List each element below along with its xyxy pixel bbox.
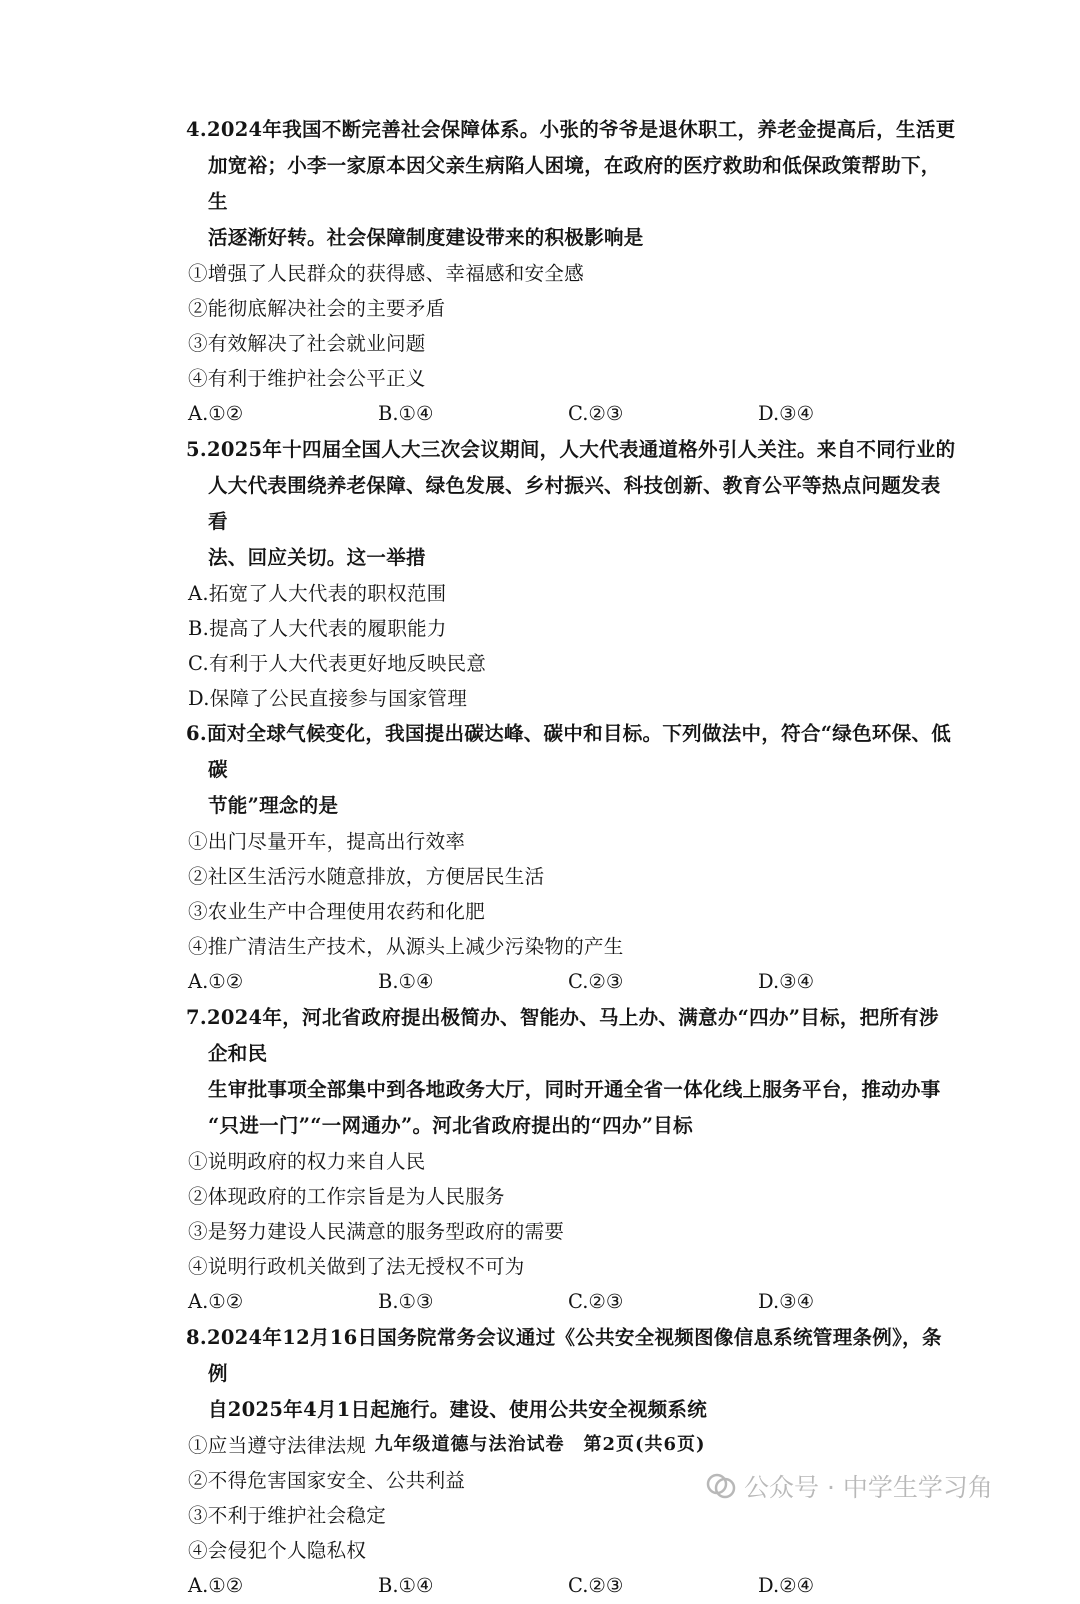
question-option: ①增强了人民群众的获得感、幸福感和安全感	[188, 262, 585, 285]
question-option: ②体现政府的工作宗旨是为人民服务	[188, 1185, 505, 1208]
answer-choice: B.①④	[378, 402, 434, 425]
question-option: ④说明行政机关做到了法无授权不可为	[188, 1255, 525, 1278]
stem-line: 7.2024年，河北省政府提出极简办、智能办、马上办、满意办“四办”目标，把所有涉企和民	[186, 1006, 939, 1065]
question-list	[186, 112, 956, 1604]
question-stem	[186, 432, 956, 576]
question-6	[186, 716, 956, 1000]
answer-choice: C.②③	[568, 1290, 624, 1313]
question-option: ②能彻底解决社会的主要矛盾	[188, 297, 446, 320]
stem-line: “只进一门”“一网通办”。河北省政府提出的“四办”目标	[208, 1114, 693, 1137]
answer-choices	[188, 964, 956, 1000]
answer-choice: B.①③	[378, 1290, 434, 1313]
question-8	[186, 1320, 956, 1604]
answer-choice: A.①②	[188, 970, 244, 993]
question-stem	[186, 716, 956, 824]
answer-choice: B.①④	[378, 1574, 434, 1597]
stem-line: 节能”理念的是	[208, 794, 339, 817]
question-option: C.有利于人大代表更好地反映民意	[188, 652, 487, 675]
answer-choice: D.③④	[758, 970, 815, 993]
question-option: ③有效解决了社会就业问题	[188, 332, 426, 355]
watermark-text: 公众号 · 中学生学习角	[744, 1473, 993, 1502]
answer-choice: B.①④	[378, 970, 434, 993]
stem-line: 生审批事项全部集中到各地政务大厅，同时开通全省一体化线上服务平台，推动办事	[208, 1078, 941, 1101]
question-5	[186, 432, 956, 716]
question-option: ④推广清洁生产技术，从源头上减少污染物的产生	[188, 935, 624, 958]
question-option: ③农业生产中合理使用农药和化肥	[188, 900, 486, 923]
question-stem	[186, 1000, 956, 1144]
answer-choice: A.①②	[188, 402, 244, 425]
question-7	[186, 1000, 956, 1320]
question-option: ③不利于维护社会稳定	[188, 1504, 387, 1527]
question-option: ①说明政府的权力来自人民	[188, 1150, 426, 1173]
answer-choice: D.②④	[758, 1574, 815, 1597]
question-option: B.提高了人大代表的履职能力	[188, 617, 447, 640]
question-option: ③是努力建设人民满意的服务型政府的需要	[188, 1220, 565, 1243]
answer-choice: C.②③	[568, 970, 624, 993]
question-option: A.拓宽了人大代表的职权范围	[188, 582, 447, 605]
answer-choice: A.①②	[188, 1290, 244, 1313]
question-stem	[186, 112, 956, 256]
stem-line: 法、回应关切。这一举措	[208, 546, 426, 569]
answer-choice: C.②③	[568, 1574, 624, 1597]
answer-choices	[188, 1284, 956, 1320]
answer-choice: C.②③	[568, 402, 624, 425]
watermark	[706, 1468, 993, 1504]
answer-choice: D.③④	[758, 402, 815, 425]
stem-line: 人大代表围绕养老保障、绿色发展、乡村振兴、科技创新、教育公平等热点问题发表看	[208, 474, 941, 533]
page-footer: 九年级道德与法治试卷 第2页(共6页)	[374, 1434, 706, 1455]
answer-choice: D.③④	[758, 1290, 815, 1313]
stem-line: 6.面对全球气候变化，我国提出碳达峰、碳中和目标。下列做法中，符合“绿色环保、低碳	[186, 722, 952, 781]
stem-line: 活逐渐好转。社会保障制度建设带来的积极影响是	[208, 226, 644, 249]
answer-choices	[188, 396, 956, 432]
question-stem	[186, 1320, 956, 1428]
stem-line: 自2025年4月1日起施行。建设、使用公共安全视频系统	[208, 1398, 708, 1421]
question-option: ②社区生活污水随意排放，方便居民生活	[188, 865, 545, 888]
question-option: D.保障了公民直接参与国家管理	[188, 687, 468, 710]
stem-line: 5.2025年十四届全国人大三次会议期间，人大代表通道格外引人关注。来自不同行业的	[186, 438, 956, 461]
question-4	[186, 112, 956, 432]
stem-line: 4.2024年我国不断完善社会保障体系。小张的爷爷是退休职工，养老金提高后，生活更	[186, 118, 956, 141]
stem-line: 8.2024年12月16日国务院常务会议通过《公共安全视频图像信息系统管理条例》，条例	[186, 1326, 942, 1385]
question-option: ④有利于维护社会公平正义	[188, 367, 426, 390]
question-option: ①应当遵守法律法规	[188, 1434, 367, 1457]
question-option: ④会侵犯个人隐私权	[188, 1539, 367, 1562]
question-option: ②不得危害国家安全、公共利益	[188, 1469, 466, 1492]
stem-line: 加宽裕；小李一家原本因父亲生病陷人困境，在政府的医疗救助和低保政策帮助下，生	[208, 154, 941, 213]
answer-choices	[188, 1568, 956, 1604]
question-option: ①出门尽量开车，提高出行效率	[188, 830, 466, 853]
wechat-channel-icon	[706, 1471, 736, 1501]
answer-choice: A.①②	[188, 1574, 244, 1597]
